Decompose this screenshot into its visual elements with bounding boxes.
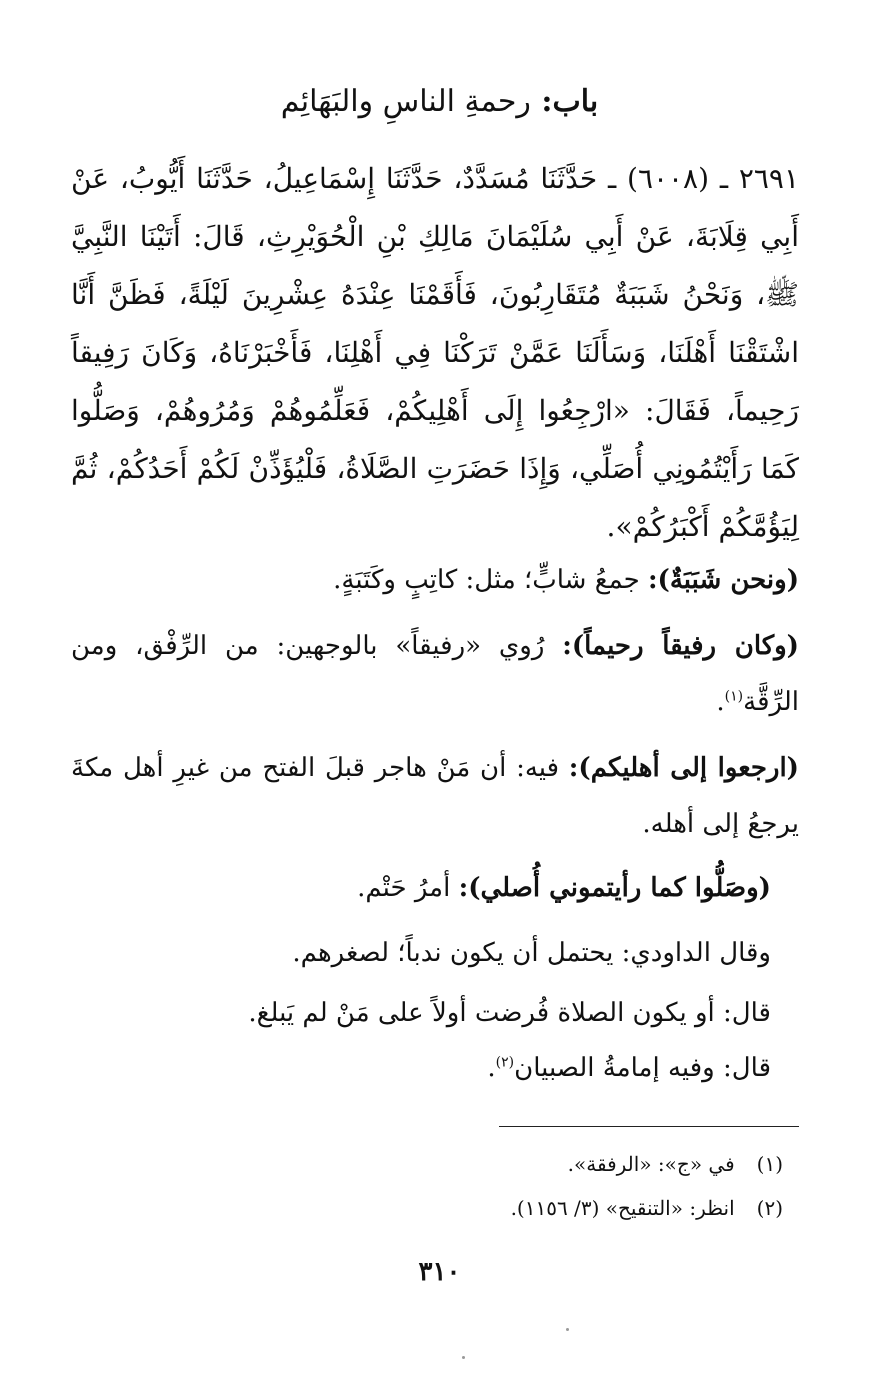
- note-term: (وصَلُّوا كما رأيتموني أُصلي):: [458, 873, 771, 903]
- footnote-marker: (١): [724, 688, 744, 705]
- note-body: قال: أو يكون الصلاة فُرضت أولاً على مَنْ لم يَبلغ.: [248, 998, 771, 1028]
- footnote-text: في «ج»: «الرفقة».: [567, 1152, 735, 1176]
- note-paragraph: [71, 860, 771, 916]
- footnote: [93, 1190, 783, 1226]
- hadith-text: ٢٦٩١ ـ (٦٠٠٨) ـ حَدَّثَنَا مُسَدَّدٌ، حَدَّثَنَا إِسْمَاعِيلُ، حَدَّثَنَا أَيُّوبُ، عَنْ أَبِي قِلَابَةَ، عَنْ أَبِي سُلَيْمَانَ مَالِكِ بْنِ الْحُوَيْرِثِ، قَالَ: أَتَيْنَا النَّبِيَّ ﷺ، وَنَحْنُ شَبَبَةٌ مُتَقَارِبُونَ، فَأَقَمْنَا عِنْدَهُ عِشْرِينَ لَيْلَةً، فَظَنَّ أَنَّا اشْتَقْنَا أَهْلَنَا، وَسَأَلَنَا عَمَّنْ تَرَكْنَا فِي أَهْلِنَا، فَأَخْبَرْنَاهُ، وَكَانَ رَفِيقاً رَحِيماً، فَقَالَ: «ارْجِعُوا إِلَى أَهْلِيكُمْ، فَعَلِّمُوهُمْ وَمُرُوهُمْ، وَصَلُّوا كَمَا رَأَيْتُمُونِي أُصَلِّي، وَإِذَا حَضَرَتِ الصَّلَاةُ، فَلْيُؤَذِّنْ لَكُمْ أَحَدُكُمْ، ثُمَّ لِيَؤُمَّكُمْ أَكْبَرُكُمْ».: [71, 162, 799, 543]
- note-paragraph: [71, 618, 799, 730]
- note-term: (ونحن شَبَبَةٌ):: [647, 565, 799, 595]
- note-paragraph: [71, 985, 771, 1041]
- footnote-number: (١): [756, 1152, 783, 1176]
- note-paragraph: [71, 1040, 771, 1096]
- note-paragraph: [71, 925, 771, 981]
- footnote-marker: (٢): [495, 1054, 515, 1071]
- page-number: ٣١٠: [418, 1257, 461, 1287]
- note-body: قال: وفيه إمامةُ الصبيان: [514, 1053, 771, 1083]
- note-body: رُوي «رفيقاً» بالوجهين: من الرِّفْق، ومن الرِّقَّة: [71, 631, 799, 717]
- scan-speck: [462, 1356, 465, 1359]
- chapter-heading: [0, 78, 879, 126]
- chapter-bab-label: باب:: [541, 84, 599, 119]
- note-paragraph: [71, 552, 799, 608]
- footnote: [93, 1146, 783, 1182]
- chapter-title: رحمةِ الناسِ والبَهَائِم: [280, 84, 531, 119]
- note-term: (وكان رفيقاً رحيماً):: [562, 631, 799, 661]
- note-body: فيه: أن مَنْ هاجر قبلَ الفتح من غيرِ أهل مكةَ يرجعُ إلى أهله.: [71, 753, 799, 839]
- note-term: (ارجعوا إلى أهليكم):: [568, 753, 799, 783]
- note-body: جمعُ شابٍّ؛ مثل: كاتِبٍ وكَتَبَةٍ.: [333, 565, 648, 595]
- footnote-divider: [499, 1126, 799, 1127]
- footnote-number: (٢): [756, 1196, 783, 1220]
- note-end: .: [487, 1053, 496, 1083]
- note-paragraph: [71, 740, 799, 852]
- note-end: .: [716, 687, 725, 717]
- scan-speck: [566, 1328, 569, 1331]
- note-body: وقال الداودي: يحتمل أن يكون ندباً؛ لصغرهم.: [292, 938, 771, 968]
- footnote-text: انظر: «التنقيح» (٣/ ١١٥٦).: [510, 1196, 735, 1220]
- note-body: أمرُ حَتْم.: [357, 873, 459, 903]
